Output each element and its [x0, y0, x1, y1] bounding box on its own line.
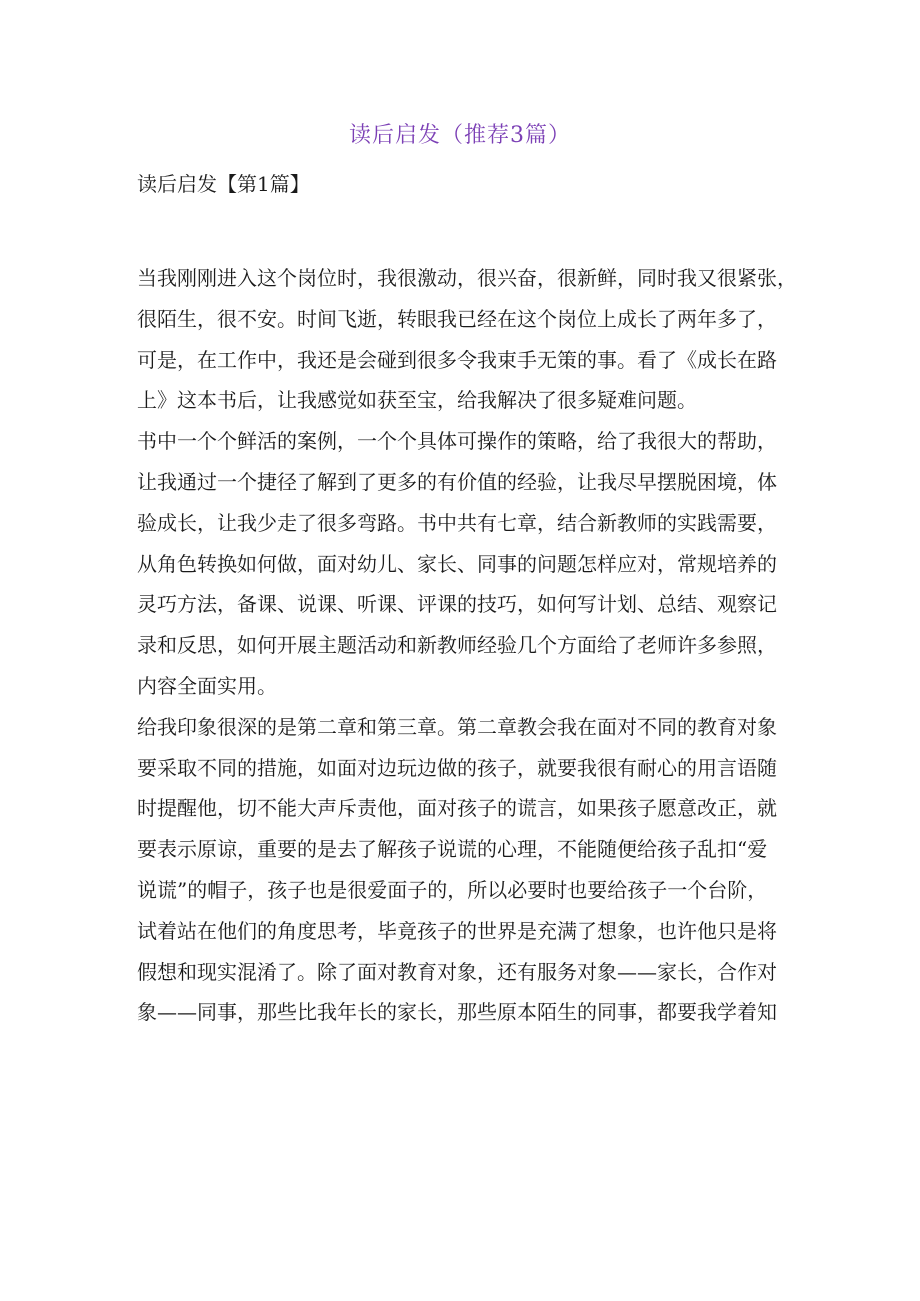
- body-line: 可是，在工作中，我还是会碰到很多令我束手无策的事。看了《成长在路: [137, 347, 777, 372]
- body-line: 要采取不同的措施，如面对边玩边做的孩子，就要我很有耐心的用言语随: [137, 755, 777, 780]
- body-line: 时提醒他，切不能大声斥责他，面对孩子的谎言，如果孩子愿意改正，就: [137, 796, 777, 821]
- body-line: 给我印象很深的是第二章和第三章。第二章教会我在面对不同的教育对象: [137, 714, 777, 739]
- body-line: 验成长，让我少走了很多弯路。书中共有七章，结合新教师的实践需要，: [137, 510, 777, 535]
- body-line: 说谎”的帽子，孩子也是很爱面子的，所以必要时也要给孩子一个台阶，: [137, 877, 768, 902]
- body-line: 当我刚刚进入这个岗位时，我很激动，很兴奋，很新鲜，同时我又很紧张，: [137, 266, 797, 290]
- body-line: 内容全面实用。: [137, 673, 277, 698]
- body-line: 象——同事，那些比我年长的家长，那些原本陌生的同事，都要我学着知: [137, 1000, 777, 1025]
- body-line: 从角色转换如何做，面对幼儿、家长、同事的问题怎样应对，常规培养的: [137, 551, 777, 576]
- body-line: 录和反思，如何开展主题活动和新教师经验几个方面给了老师许多参照，: [137, 633, 777, 658]
- body-text: [137, 258, 817, 1033]
- body-line: 上》这本书后，让我感觉如获至宝，给我解决了很多疑难问题。: [137, 388, 697, 413]
- body-line: 灵巧方法，备课、说课、听课、评课的技巧，如何写计划、总结、观察记: [137, 592, 777, 617]
- body-line: 让我通过一个捷径了解到了更多的有价值的经验，让我尽早摆脱困境，体: [137, 469, 777, 494]
- section-heading: 读后启发【第1篇】: [137, 172, 310, 196]
- document-title: 读后启发（推荐3篇）: [349, 123, 571, 148]
- body-line: 书中一个个鲜活的案例，一个个具体可操作的策略，给了我很大的帮助，: [137, 429, 777, 454]
- body-line: 试着站在他们的角度思考，毕竟孩子的世界是充满了想象，也许他只是将: [137, 918, 777, 943]
- body-line: 假想和现实混淆了。除了面对教育对象，还有服务对象——家长，合作对: [137, 959, 777, 984]
- body-line: 要表示原谅，重要的是去了解孩子说谎的心理，不能随便给孩子乱扣“爱: [137, 837, 768, 862]
- body-line: 很陌生，很不安。时间飞逝，转眼我已经在这个岗位上成长了两年多了，: [137, 306, 777, 331]
